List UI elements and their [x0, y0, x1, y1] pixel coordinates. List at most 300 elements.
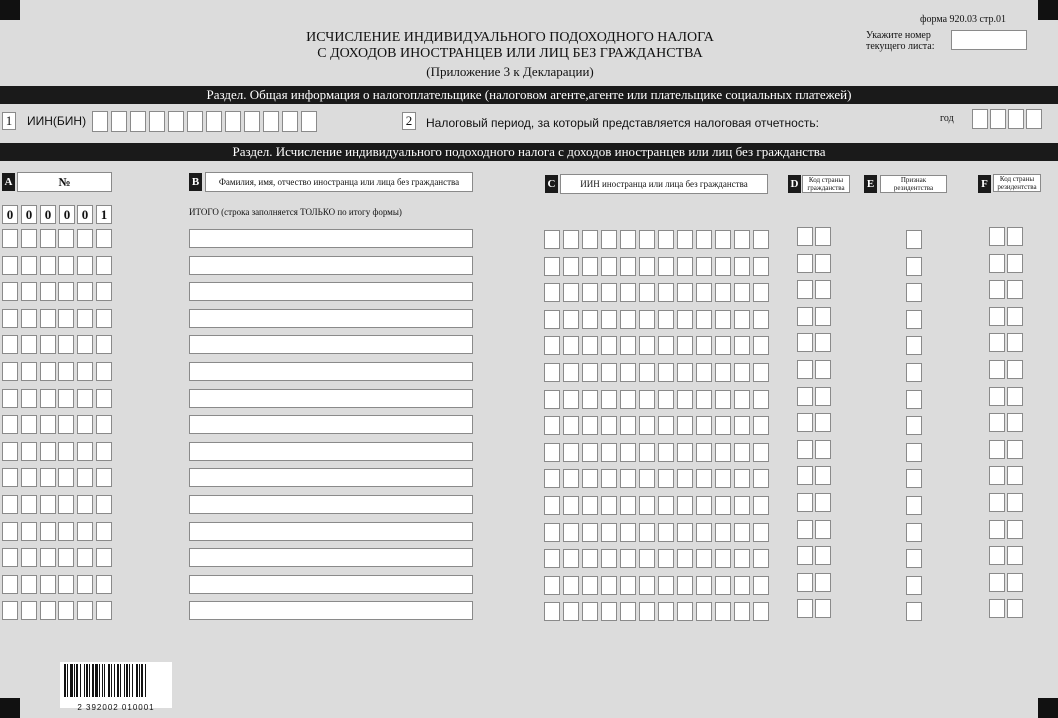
residency-code-cell[interactable]: [1007, 546, 1023, 565]
residency-flag-cell[interactable]: [906, 443, 922, 462]
citizenship-code-cell[interactable]: [815, 413, 831, 432]
iin-bin-cell[interactable]: [130, 111, 146, 132]
iin-cell[interactable]: [601, 336, 617, 355]
row-number-cell[interactable]: [77, 309, 93, 328]
citizenship-code-cell[interactable]: [797, 307, 813, 326]
iin-cell[interactable]: [696, 310, 712, 329]
full-name-input[interactable]: [189, 335, 473, 354]
residency-code-cell[interactable]: [1007, 254, 1023, 273]
iin-bin-cell[interactable]: [92, 111, 108, 132]
row-number-cell[interactable]: [21, 522, 37, 541]
row-number-cell[interactable]: [40, 229, 56, 248]
iin-cell[interactable]: [620, 257, 636, 276]
row-number-cell[interactable]: [40, 575, 56, 594]
iin-cell[interactable]: [582, 230, 598, 249]
iin-cell[interactable]: [544, 602, 560, 621]
iin-cell[interactable]: [734, 416, 750, 435]
residency-code-cell[interactable]: [1007, 227, 1023, 246]
residency-flag-cell[interactable]: [906, 469, 922, 488]
iin-cell[interactable]: [696, 230, 712, 249]
full-name-input[interactable]: [189, 389, 473, 408]
residency-code-cell[interactable]: [1007, 413, 1023, 432]
full-name-input[interactable]: [189, 548, 473, 567]
iin-cell[interactable]: [715, 469, 731, 488]
iin-bin-cell[interactable]: [301, 111, 317, 132]
iin-cell[interactable]: [696, 363, 712, 382]
iin-cell[interactable]: [582, 363, 598, 382]
iin-cell[interactable]: [658, 230, 674, 249]
row-number-cell[interactable]: [2, 335, 18, 354]
row-number-cell[interactable]: [21, 601, 37, 620]
row-number-cell[interactable]: [58, 362, 74, 381]
row-number-cell[interactable]: [40, 389, 56, 408]
iin-cell[interactable]: [639, 336, 655, 355]
residency-flag-cell[interactable]: [906, 230, 922, 249]
iin-cell[interactable]: [620, 602, 636, 621]
residency-code-cell[interactable]: [1007, 280, 1023, 299]
iin-cell[interactable]: [658, 549, 674, 568]
residency-code-cell[interactable]: [989, 546, 1005, 565]
citizenship-code-cell[interactable]: [797, 413, 813, 432]
iin-cell[interactable]: [677, 230, 693, 249]
iin-cell[interactable]: [658, 443, 674, 462]
citizenship-code-cell[interactable]: [797, 227, 813, 246]
row-number-cell[interactable]: [40, 601, 56, 620]
iin-cell[interactable]: [544, 390, 560, 409]
iin-cell[interactable]: [639, 310, 655, 329]
iin-cell[interactable]: [734, 230, 750, 249]
full-name-input[interactable]: [189, 362, 473, 381]
iin-cell[interactable]: [582, 549, 598, 568]
row-number-cell[interactable]: [58, 601, 74, 620]
iin-cell[interactable]: [658, 416, 674, 435]
iin-cell[interactable]: [563, 257, 579, 276]
citizenship-code-cell[interactable]: [797, 493, 813, 512]
citizenship-code-cell[interactable]: [815, 280, 831, 299]
year-cell[interactable]: [990, 109, 1006, 129]
iin-cell[interactable]: [715, 283, 731, 302]
row-number-cell[interactable]: [77, 415, 93, 434]
iin-cell[interactable]: [601, 283, 617, 302]
row-number-cell[interactable]: [58, 468, 74, 487]
citizenship-code-cell[interactable]: [797, 599, 813, 618]
iin-cell[interactable]: [734, 336, 750, 355]
full-name-input[interactable]: [189, 495, 473, 514]
row-number-cell[interactable]: [77, 256, 93, 275]
iin-cell[interactable]: [601, 549, 617, 568]
row-number-cell[interactable]: [21, 229, 37, 248]
row-number-cell[interactable]: [40, 256, 56, 275]
iin-cell[interactable]: [601, 602, 617, 621]
iin-cell[interactable]: [563, 523, 579, 542]
iin-bin-cell[interactable]: [225, 111, 241, 132]
iin-cell[interactable]: [639, 416, 655, 435]
iin-cell[interactable]: [715, 390, 731, 409]
iin-cell[interactable]: [677, 443, 693, 462]
row-number-cell[interactable]: [96, 229, 112, 248]
iin-cell[interactable]: [715, 416, 731, 435]
residency-code-cell[interactable]: [1007, 493, 1023, 512]
iin-cell[interactable]: [601, 496, 617, 515]
residency-code-cell[interactable]: [989, 520, 1005, 539]
row-number-cell[interactable]: [77, 522, 93, 541]
row-number-cell[interactable]: [2, 575, 18, 594]
full-name-input[interactable]: [189, 468, 473, 487]
iin-cell[interactable]: [753, 469, 769, 488]
iin-cell[interactable]: [715, 576, 731, 595]
iin-cell[interactable]: [639, 283, 655, 302]
iin-cell[interactable]: [601, 416, 617, 435]
row-number-cell[interactable]: [2, 548, 18, 567]
citizenship-code-cell[interactable]: [797, 520, 813, 539]
iin-cell[interactable]: [753, 363, 769, 382]
iin-cell[interactable]: [639, 390, 655, 409]
row-number-cell[interactable]: [58, 495, 74, 514]
iin-cell[interactable]: [658, 257, 674, 276]
iin-cell[interactable]: [620, 496, 636, 515]
iin-cell[interactable]: [639, 496, 655, 515]
full-name-input[interactable]: [189, 522, 473, 541]
iin-cell[interactable]: [620, 469, 636, 488]
residency-code-cell[interactable]: [989, 493, 1005, 512]
iin-cell[interactable]: [582, 496, 598, 515]
iin-cell[interactable]: [677, 257, 693, 276]
row-number-cell[interactable]: [21, 335, 37, 354]
row-number-cell[interactable]: [96, 282, 112, 301]
row-number-cell[interactable]: [40, 442, 56, 461]
row-number-cell[interactable]: [40, 362, 56, 381]
residency-flag-cell[interactable]: [906, 390, 922, 409]
iin-cell[interactable]: [544, 469, 560, 488]
iin-cell[interactable]: [563, 576, 579, 595]
iin-cell[interactable]: [696, 602, 712, 621]
iin-cell[interactable]: [639, 230, 655, 249]
iin-cell[interactable]: [753, 336, 769, 355]
iin-cell[interactable]: [715, 363, 731, 382]
residency-code-cell[interactable]: [1007, 599, 1023, 618]
row-number-cell[interactable]: [2, 282, 18, 301]
residency-code-cell[interactable]: [989, 466, 1005, 485]
row-number-cell[interactable]: [40, 495, 56, 514]
iin-bin-cell[interactable]: [282, 111, 298, 132]
iin-cell[interactable]: [734, 283, 750, 302]
iin-cell[interactable]: [753, 416, 769, 435]
iin-cell[interactable]: [715, 336, 731, 355]
iin-cell[interactable]: [544, 257, 560, 276]
iin-cell[interactable]: [677, 390, 693, 409]
iin-cell[interactable]: [715, 310, 731, 329]
residency-code-cell[interactable]: [989, 387, 1005, 406]
residency-code-cell[interactable]: [1007, 360, 1023, 379]
full-name-input[interactable]: [189, 415, 473, 434]
row-number-cell[interactable]: [77, 442, 93, 461]
residency-code-cell[interactable]: [989, 573, 1005, 592]
citizenship-code-cell[interactable]: [797, 333, 813, 352]
iin-cell[interactable]: [620, 416, 636, 435]
year-cell[interactable]: [972, 109, 988, 129]
iin-cell[interactable]: [677, 602, 693, 621]
iin-cell[interactable]: [563, 602, 579, 621]
row-number-cell[interactable]: [2, 495, 18, 514]
iin-cell[interactable]: [582, 576, 598, 595]
iin-cell[interactable]: [715, 230, 731, 249]
iin-bin-cell[interactable]: [149, 111, 165, 132]
iin-cell[interactable]: [658, 283, 674, 302]
row-number-cell[interactable]: [58, 575, 74, 594]
iin-cell[interactable]: [601, 257, 617, 276]
row-number-cell[interactable]: [96, 522, 112, 541]
row-number-cell[interactable]: [2, 256, 18, 275]
residency-code-cell[interactable]: [989, 360, 1005, 379]
iin-cell[interactable]: [734, 363, 750, 382]
residency-code-cell[interactable]: [989, 254, 1005, 273]
citizenship-code-cell[interactable]: [797, 546, 813, 565]
row-number-cell[interactable]: [58, 522, 74, 541]
iin-cell[interactable]: [753, 390, 769, 409]
iin-cell[interactable]: [696, 336, 712, 355]
iin-cell[interactable]: [753, 257, 769, 276]
citizenship-code-cell[interactable]: [815, 520, 831, 539]
row-number-cell[interactable]: [21, 442, 37, 461]
iin-cell[interactable]: [658, 336, 674, 355]
iin-bin-cell[interactable]: [111, 111, 127, 132]
iin-cell[interactable]: [639, 469, 655, 488]
row-number-cell[interactable]: [40, 335, 56, 354]
row-number-cell[interactable]: [96, 256, 112, 275]
row-number-cell[interactable]: [2, 362, 18, 381]
row-number-cell[interactable]: [21, 389, 37, 408]
iin-cell[interactable]: [582, 523, 598, 542]
iin-cell[interactable]: [734, 469, 750, 488]
iin-cell[interactable]: [620, 310, 636, 329]
iin-cell[interactable]: [544, 336, 560, 355]
row-number-cell[interactable]: [77, 229, 93, 248]
iin-cell[interactable]: [563, 336, 579, 355]
iin-cell[interactable]: [639, 549, 655, 568]
full-name-input[interactable]: [189, 256, 473, 275]
row-number-cell[interactable]: [96, 309, 112, 328]
citizenship-code-cell[interactable]: [797, 360, 813, 379]
iin-cell[interactable]: [734, 257, 750, 276]
iin-cell[interactable]: [753, 283, 769, 302]
citizenship-code-cell[interactable]: [815, 599, 831, 618]
row-number-cell[interactable]: [2, 442, 18, 461]
iin-cell[interactable]: [677, 469, 693, 488]
residency-code-cell[interactable]: [989, 280, 1005, 299]
citizenship-code-cell[interactable]: [797, 280, 813, 299]
iin-cell[interactable]: [677, 523, 693, 542]
row-number-cell[interactable]: [77, 575, 93, 594]
row-number-cell[interactable]: [58, 389, 74, 408]
iin-cell[interactable]: [734, 496, 750, 515]
row-number-cell[interactable]: [77, 495, 93, 514]
row-number-cell[interactable]: [96, 389, 112, 408]
citizenship-code-cell[interactable]: [797, 387, 813, 406]
iin-cell[interactable]: [734, 390, 750, 409]
iin-cell[interactable]: [601, 523, 617, 542]
iin-cell[interactable]: [601, 230, 617, 249]
iin-cell[interactable]: [582, 469, 598, 488]
iin-cell[interactable]: [544, 496, 560, 515]
residency-flag-cell[interactable]: [906, 310, 922, 329]
iin-cell[interactable]: [582, 283, 598, 302]
iin-cell[interactable]: [715, 443, 731, 462]
row-number-cell[interactable]: [2, 522, 18, 541]
residency-flag-cell[interactable]: [906, 283, 922, 302]
iin-cell[interactable]: [677, 363, 693, 382]
iin-cell[interactable]: [639, 602, 655, 621]
iin-cell[interactable]: [620, 576, 636, 595]
residency-flag-cell[interactable]: [906, 416, 922, 435]
iin-cell[interactable]: [715, 257, 731, 276]
row-number-cell[interactable]: [96, 415, 112, 434]
iin-cell[interactable]: [601, 469, 617, 488]
residency-code-cell[interactable]: [989, 307, 1005, 326]
iin-cell[interactable]: [696, 283, 712, 302]
iin-cell[interactable]: [601, 576, 617, 595]
iin-cell[interactable]: [601, 310, 617, 329]
iin-cell[interactable]: [753, 310, 769, 329]
iin-cell[interactable]: [677, 416, 693, 435]
iin-cell[interactable]: [696, 257, 712, 276]
iin-bin-cell[interactable]: [168, 111, 184, 132]
row-number-cell[interactable]: [2, 415, 18, 434]
citizenship-code-cell[interactable]: [815, 307, 831, 326]
iin-cell[interactable]: [696, 576, 712, 595]
residency-code-cell[interactable]: [989, 227, 1005, 246]
residency-code-cell[interactable]: [1007, 387, 1023, 406]
row-number-cell[interactable]: [58, 229, 74, 248]
row-number-cell[interactable]: [40, 522, 56, 541]
row-number-cell[interactable]: [96, 601, 112, 620]
residency-code-cell[interactable]: [1007, 466, 1023, 485]
iin-cell[interactable]: [658, 390, 674, 409]
residency-code-cell[interactable]: [1007, 440, 1023, 459]
iin-cell[interactable]: [620, 363, 636, 382]
iin-cell[interactable]: [582, 443, 598, 462]
iin-cell[interactable]: [563, 310, 579, 329]
row-number-cell[interactable]: [58, 335, 74, 354]
iin-cell[interactable]: [582, 602, 598, 621]
residency-code-cell[interactable]: [1007, 520, 1023, 539]
row-number-cell[interactable]: [96, 362, 112, 381]
citizenship-code-cell[interactable]: [815, 387, 831, 406]
iin-cell[interactable]: [734, 523, 750, 542]
row-number-cell[interactable]: [2, 229, 18, 248]
row-number-cell[interactable]: [77, 282, 93, 301]
iin-cell[interactable]: [544, 310, 560, 329]
iin-cell[interactable]: [696, 549, 712, 568]
iin-cell[interactable]: [658, 602, 674, 621]
full-name-input[interactable]: [189, 601, 473, 620]
residency-code-cell[interactable]: [989, 413, 1005, 432]
iin-cell[interactable]: [658, 363, 674, 382]
residency-code-cell[interactable]: [1007, 307, 1023, 326]
row-number-cell[interactable]: [58, 415, 74, 434]
iin-cell[interactable]: [677, 496, 693, 515]
iin-cell[interactable]: [620, 283, 636, 302]
iin-cell[interactable]: [563, 443, 579, 462]
full-name-input[interactable]: [189, 575, 473, 594]
year-cell[interactable]: [1008, 109, 1024, 129]
residency-code-cell[interactable]: [989, 333, 1005, 352]
iin-cell[interactable]: [563, 496, 579, 515]
citizenship-code-cell[interactable]: [797, 573, 813, 592]
row-number-cell[interactable]: [77, 548, 93, 567]
citizenship-code-cell[interactable]: [815, 360, 831, 379]
iin-cell[interactable]: [696, 523, 712, 542]
iin-cell[interactable]: [544, 549, 560, 568]
row-number-cell[interactable]: [21, 415, 37, 434]
iin-cell[interactable]: [696, 496, 712, 515]
iin-cell[interactable]: [582, 390, 598, 409]
year-cell[interactable]: [1026, 109, 1042, 129]
iin-cell[interactable]: [620, 336, 636, 355]
iin-cell[interactable]: [753, 576, 769, 595]
row-number-cell[interactable]: [21, 468, 37, 487]
citizenship-code-cell[interactable]: [815, 493, 831, 512]
full-name-input[interactable]: [189, 442, 473, 461]
iin-cell[interactable]: [544, 363, 560, 382]
iin-cell[interactable]: [601, 363, 617, 382]
residency-flag-cell[interactable]: [906, 549, 922, 568]
sheet-number-input[interactable]: [951, 30, 1027, 50]
iin-bin-cell[interactable]: [187, 111, 203, 132]
row-number-cell[interactable]: [96, 442, 112, 461]
row-number-cell[interactable]: [21, 495, 37, 514]
row-number-cell[interactable]: [40, 415, 56, 434]
iin-cell[interactable]: [658, 469, 674, 488]
iin-bin-cell[interactable]: [206, 111, 222, 132]
citizenship-code-cell[interactable]: [797, 254, 813, 273]
residency-code-cell[interactable]: [1007, 573, 1023, 592]
row-number-cell[interactable]: [58, 256, 74, 275]
row-number-cell[interactable]: [21, 309, 37, 328]
row-number-cell[interactable]: [96, 468, 112, 487]
citizenship-code-cell[interactable]: [797, 440, 813, 459]
iin-cell[interactable]: [544, 576, 560, 595]
residency-code-cell[interactable]: [989, 599, 1005, 618]
iin-cell[interactable]: [715, 523, 731, 542]
iin-cell[interactable]: [677, 549, 693, 568]
residency-flag-cell[interactable]: [906, 602, 922, 621]
row-number-cell[interactable]: [2, 309, 18, 328]
full-name-input[interactable]: [189, 309, 473, 328]
citizenship-code-cell[interactable]: [797, 466, 813, 485]
iin-cell[interactable]: [696, 443, 712, 462]
row-number-cell[interactable]: [21, 282, 37, 301]
iin-cell[interactable]: [658, 576, 674, 595]
iin-cell[interactable]: [544, 283, 560, 302]
iin-cell[interactable]: [563, 549, 579, 568]
iin-cell[interactable]: [563, 230, 579, 249]
iin-cell[interactable]: [544, 416, 560, 435]
iin-cell[interactable]: [639, 523, 655, 542]
iin-cell[interactable]: [620, 523, 636, 542]
citizenship-code-cell[interactable]: [815, 333, 831, 352]
citizenship-code-cell[interactable]: [815, 440, 831, 459]
iin-cell[interactable]: [753, 496, 769, 515]
iin-cell[interactable]: [734, 576, 750, 595]
row-number-cell[interactable]: [40, 468, 56, 487]
iin-cell[interactable]: [620, 443, 636, 462]
iin-cell[interactable]: [601, 390, 617, 409]
iin-cell[interactable]: [734, 443, 750, 462]
row-number-cell[interactable]: [96, 495, 112, 514]
row-number-cell[interactable]: [58, 282, 74, 301]
iin-bin-cell[interactable]: [244, 111, 260, 132]
iin-cell[interactable]: [677, 283, 693, 302]
